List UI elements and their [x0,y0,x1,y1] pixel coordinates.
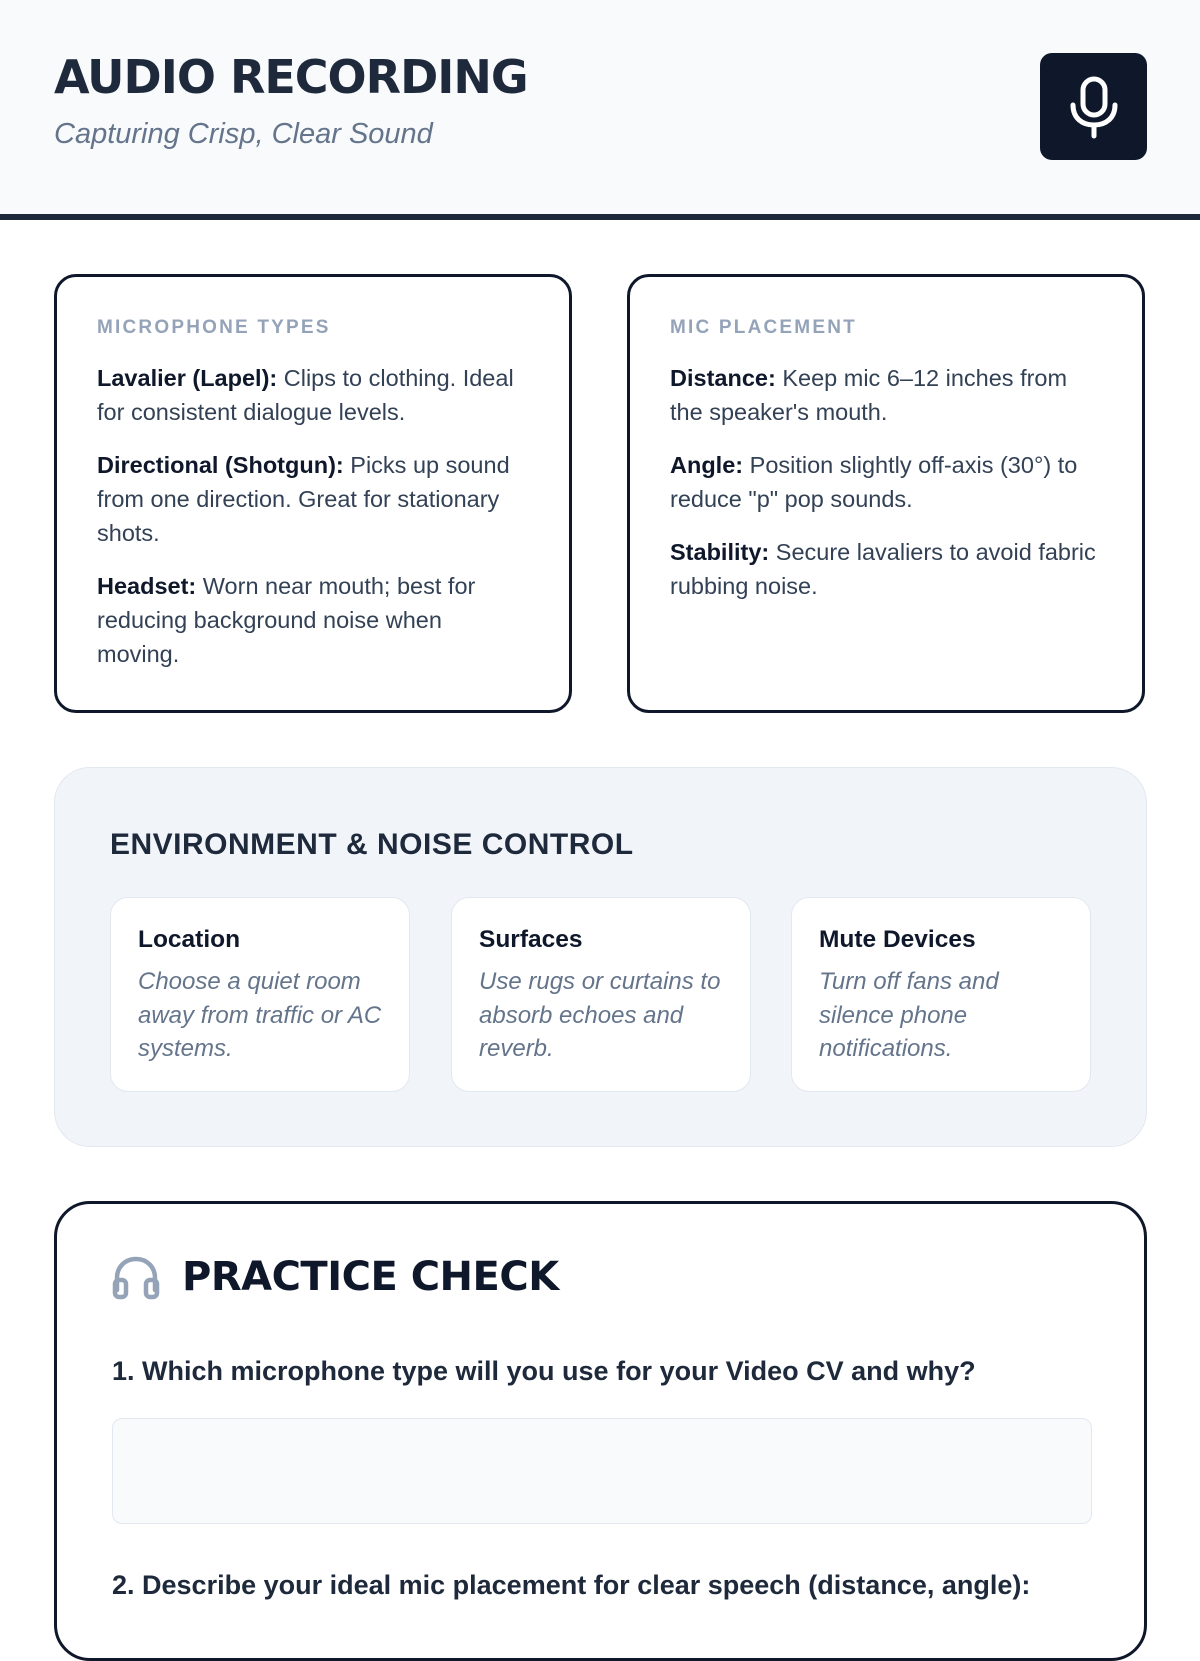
env-tile-location [110,897,410,1092]
placement-term: Angle: [670,452,744,478]
placement-angle [670,448,1102,516]
question-1: 1. Which microphone type will you use for your Video CV and why? [112,1356,976,1386]
placement-stability [670,535,1102,603]
placement-desc: Keep mic 6–12 inches from the speaker's mouth. [670,365,1068,425]
env-tile-surfaces [451,897,751,1092]
placement-desc: Secure lavaliers to avoid fabric rubbing noise. [670,539,1096,599]
mic-type-desc: Clips to clothing. Ideal for consistent dialogue levels. [97,365,514,425]
mic-type-term: Headset: [97,573,197,599]
environment-title: ENVIRONMENT & NOISE CONTROL [110,828,634,861]
placement-term: Stability: [670,539,770,565]
microphone-types-label: MICROPHONE TYPES [97,317,331,338]
mic-type-lavalier [97,361,529,429]
env-tile-title: Surfaces [479,926,583,953]
practice-header [112,1254,559,1300]
env-tile-desc: Use rugs or curtains to absorb echoes and reverb. [479,968,721,1062]
env-tile-title: Location [138,926,241,953]
microphone-types-card [54,274,572,713]
mic-type-desc: Picks up sound from one direction. Great for stationary shots. [97,452,510,546]
practice-check-section [54,1201,1147,1661]
env-tile-mute-devices [791,897,1091,1092]
mic-placement-label: MIC PLACEMENT [670,317,857,338]
placement-term: Distance: [670,365,776,391]
practice-title: PRACTICE CHECK [182,1254,559,1300]
mic-type-term: Directional (Shotgun): [97,452,344,478]
microphone-icon [1040,53,1147,160]
headphones-icon [112,1254,160,1300]
env-tile-desc: Choose a quiet room away from traffic or AC systems. [138,968,382,1062]
answer-1-field[interactable] [112,1418,1092,1524]
mic-type-desc: Worn near mouth; best for reducing background noise when moving. [97,573,476,667]
microphone-icon-graphic [1066,75,1122,139]
placement-desc: Position slightly off-axis (30°) to reduce "p" pop sounds. [670,452,1078,512]
page-header [0,0,1200,220]
mic-placement-card [627,274,1145,713]
question-2: 2. Describe your ideal mic placement for clear speech (distance, angle): [112,1570,1031,1600]
mic-type-headset [97,569,529,671]
mic-type-term: Lavalier (Lapel): [97,365,278,391]
env-tile-title: Mute Devices [819,926,976,953]
env-tile-desc: Turn off fans and silence phone notifications. [819,968,999,1062]
environment-section [54,767,1147,1147]
page-subtitle: Capturing Crisp, Clear Sound [54,118,433,150]
mic-type-directional [97,448,529,550]
page-title: AUDIO RECORDING [54,50,528,104]
placement-distance [670,361,1102,429]
